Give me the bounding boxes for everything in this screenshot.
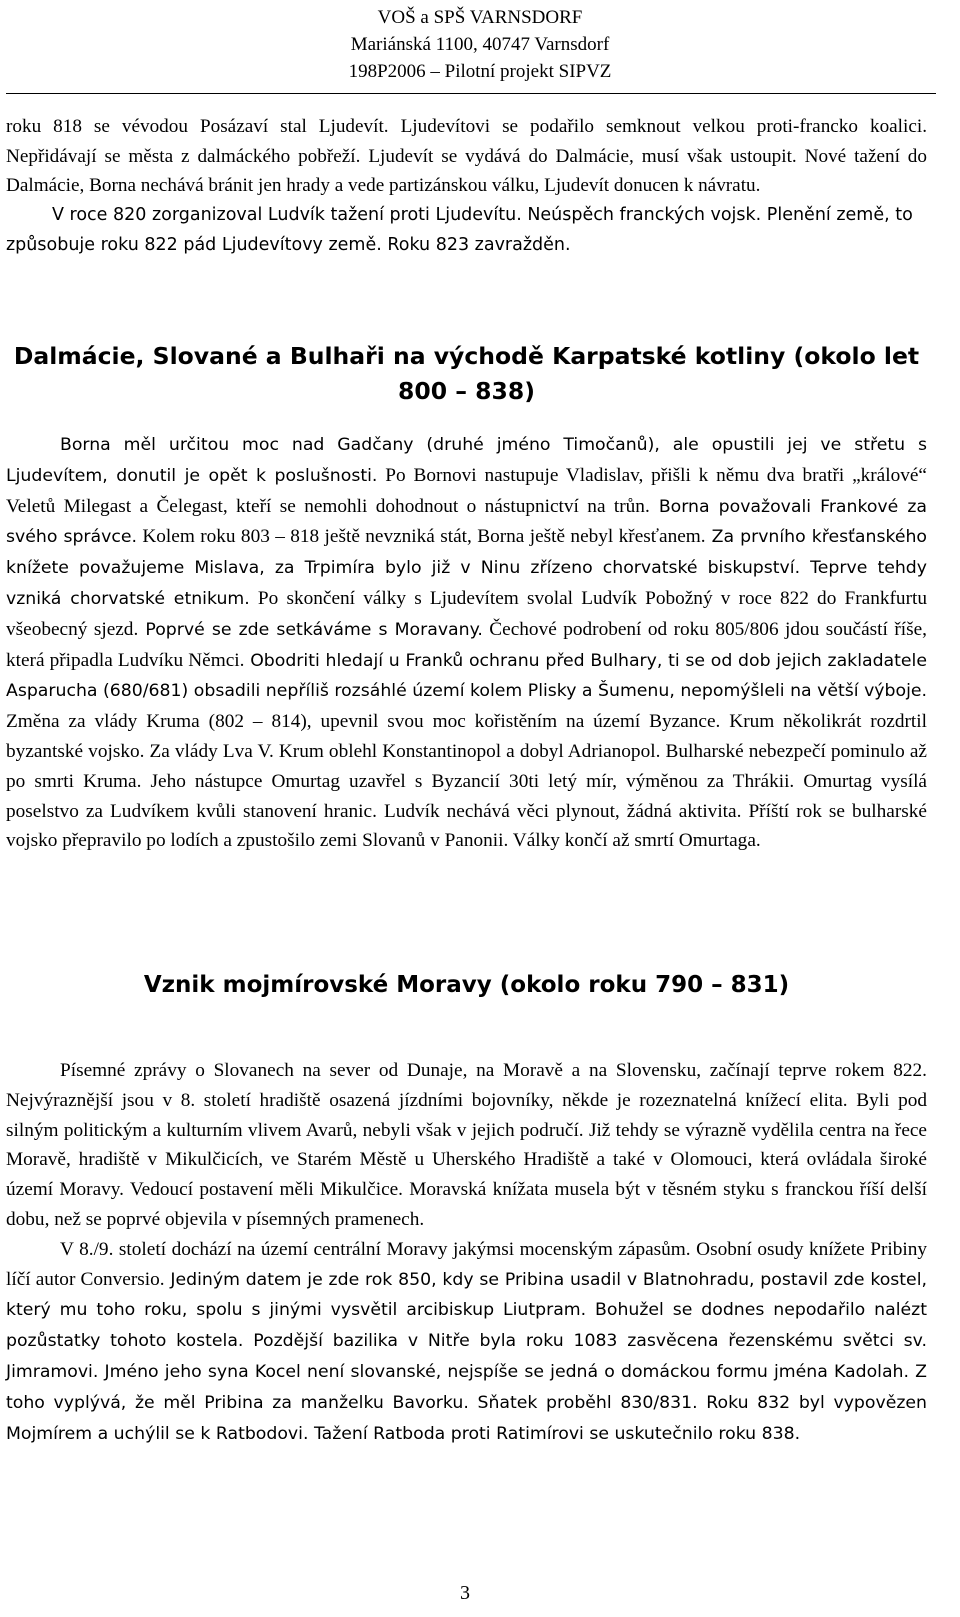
header-school-name: VOŠ a SPŠ VARNSDORF [377, 7, 583, 28]
moravia-paragraph-2 [6, 1235, 927, 1450]
dalmatia-text-9: Obodriti hledají u Franků ochranu před Bulhary, ti se od dob jejich zakladatele Asparucha (680/681) obsadili nepříliš rozsáhlé území kolem Plisky a Šumenu, nepomýšleli na větší výboje. [6, 650, 927, 702]
header-address: Mariánská 1100, 40747 Varnsdorf [350, 34, 610, 55]
header-project: 198P2006 – Pilotní projekt SIPVZ [348, 61, 612, 82]
dalmatia-text-6: Po skončení války s Ljudevítem svolal Ludvík Pobožný v roce 822 do Frankfurtu všeobecný sjezd. [6, 587, 927, 640]
moravia-paragraph-1: Písemné zprávy o Slovanech na sever od Dunaje, na Moravě a na Slovensku, začínají teprve rokem 822. Nejvýraznější jsou v 8. století hradiště osazená jízdními bojovníky, někde je rozeznatelná knížecí elita. Byli pod silným politickým a kulturním vlivem Avarů, nebyli však v jejich područí. Již tehdy se výrazně vydělila centra na řece Moravě, hradiště v Mikulčicích, ve Starém Městě u Uherského Hradiště a také v Olomouci, která ovládala široké území Moravy. Vedoucí postavení měli Mikulčice. Moravská knížata musela být v těsném styku s franckou říší delší dobu, než se poprvé objevila v písemných pramenech. [6, 1060, 927, 1230]
intro-block [6, 112, 927, 260]
dalmatia-text-8: Čechové podrobení od roku 805/806 jdou součástí říše, která připadla Ludvíku Němci. [6, 618, 927, 671]
moravia-text-2a: V 8./9. století dochází na území centrální Moravy jakýmsi mocenským zápasům. Osobní osudy knížete Pribiny líčí autor Conversio. [6, 1238, 927, 1290]
dalmatia-text-1: Borna měl určitou moc nad Gadčany (druhé jméno Timočanů), ale opustili jej ve střetu s Ljudevítem, donutil je opět k poslušnosti. [6, 435, 927, 486]
intro-paragraph-2: V roce 820 zorganizoval Ludvík tažení proti Ljudevítu. Neúspěch franckých vojsk. Plenění země, to způsobuje roku 822 pád Ljudevítovy země. Roku 823 zavražděn. [6, 204, 913, 255]
dalmatia-text-10: Změna za vlády Kruma (802 – 814), upevnil svou moc kořistěním na území Byzance. Krum několikrát rozdrtil byzantské vojsko. Za vlády Lva V. Krum oblehl Konstantinopol a dobyl Adrianopol. Bulharské nebezpečí pominulo až po smrti Kruma. Jeho nástupce Omurtag uzavřel s Byzancií 30ti letý mír, výměnou za Thrákii. Omurtag vysílá poselstvo za Ludvíkem kvůli stanovení hranic. Ludvík nechává věci plynout, žádná aktivita. Příští rok se bulharské vojsko přepravilo po lodích a zpustošilo zemi Slovanů v Panonii. Války končí až smrtí Omurtaga. [6, 711, 927, 852]
dalmatia-text-3: Borna považovali Frankové za svého správce. [6, 496, 928, 548]
dalmatia-text-7: Poprvé se zde setkáváme s Moravany. [138, 619, 483, 640]
section-dalmatia-body [6, 430, 927, 856]
document-header [0, 4, 960, 85]
dalmatia-text-2: Po Bornovi nastupuje Vladislav, přišli k němu dva bratři „králové“ Veletů Milegast a Čelegast, kteří se nemohli dohodnout o nástupnictví na trůn. [6, 464, 927, 517]
section-heading-dalmatia: Dalmácie, Slované a Bulhaři na východě Karpatské kotliny (okolo let 800 – 838) [13, 342, 920, 405]
moravia-text-2b: Jediným datem je zde rok 850, kdy se Pribina usadil v Blatnohradu, postavil zde kostel, který mu toho roku, spolu s jinými vysvětil arcibiskup Liutpram. Bohužel se dodnes nepodařilo nalézt pozůstatky tohoto kostela. Pozdější bazilika v Nitře byla roku 1083 zasvěcena řezenskému světci sv. Jimramovi. Jméno jeho syna Kocel není slovanské, nejspíše se jedná o domáckou formu jména Kadolah. Z toho vyplývá, že měl Pribina za manželku Bavorku. Sňatek proběhl 830/831. Roku 832 byl vypovězen Mojmírem a uchýlil se k Ratbodovi. Tažení Ratboda proti Ratimírovi se uskutečnilo roku 838. [6, 1269, 927, 1444]
dalmatia-text-5: Za prvního křesťanského knížete považujeme Mislava, za Trpimíra bylo již v Ninu zřízeno chorvatské biskupství. Teprve tehdy vzniká chorvatské etnikum. [6, 527, 928, 609]
dalmatia-text-4: Kolem roku 803 – 818 ještě nevzniká stát, Borna ještě nebyl křesťanem. [136, 526, 706, 548]
section-heading-moravia: Vznik mojmírovské Moravy (okolo roku 790 – 831) [143, 972, 790, 998]
header-rule [6, 93, 936, 94]
dalmatia-paragraph [6, 430, 927, 856]
page-number: 3 [460, 1582, 470, 1604]
intro-paragraph-1: roku 818 se vévodou Posázaví stal Ljudevít. Ljudevítovi se podařilo semknout velkou proti-francko koalici. Nepřidávají se města z dalmáckého pobřeží. Ljudevít se vydává do Dalmácie, musí však ustoupit. Nové tažení do Dalmácie, Borna nechává bránit jen hrady a vede partizánskou válku, Ljudevít donucen k návratu. [6, 116, 927, 197]
section-moravia-body [6, 1056, 927, 1449]
